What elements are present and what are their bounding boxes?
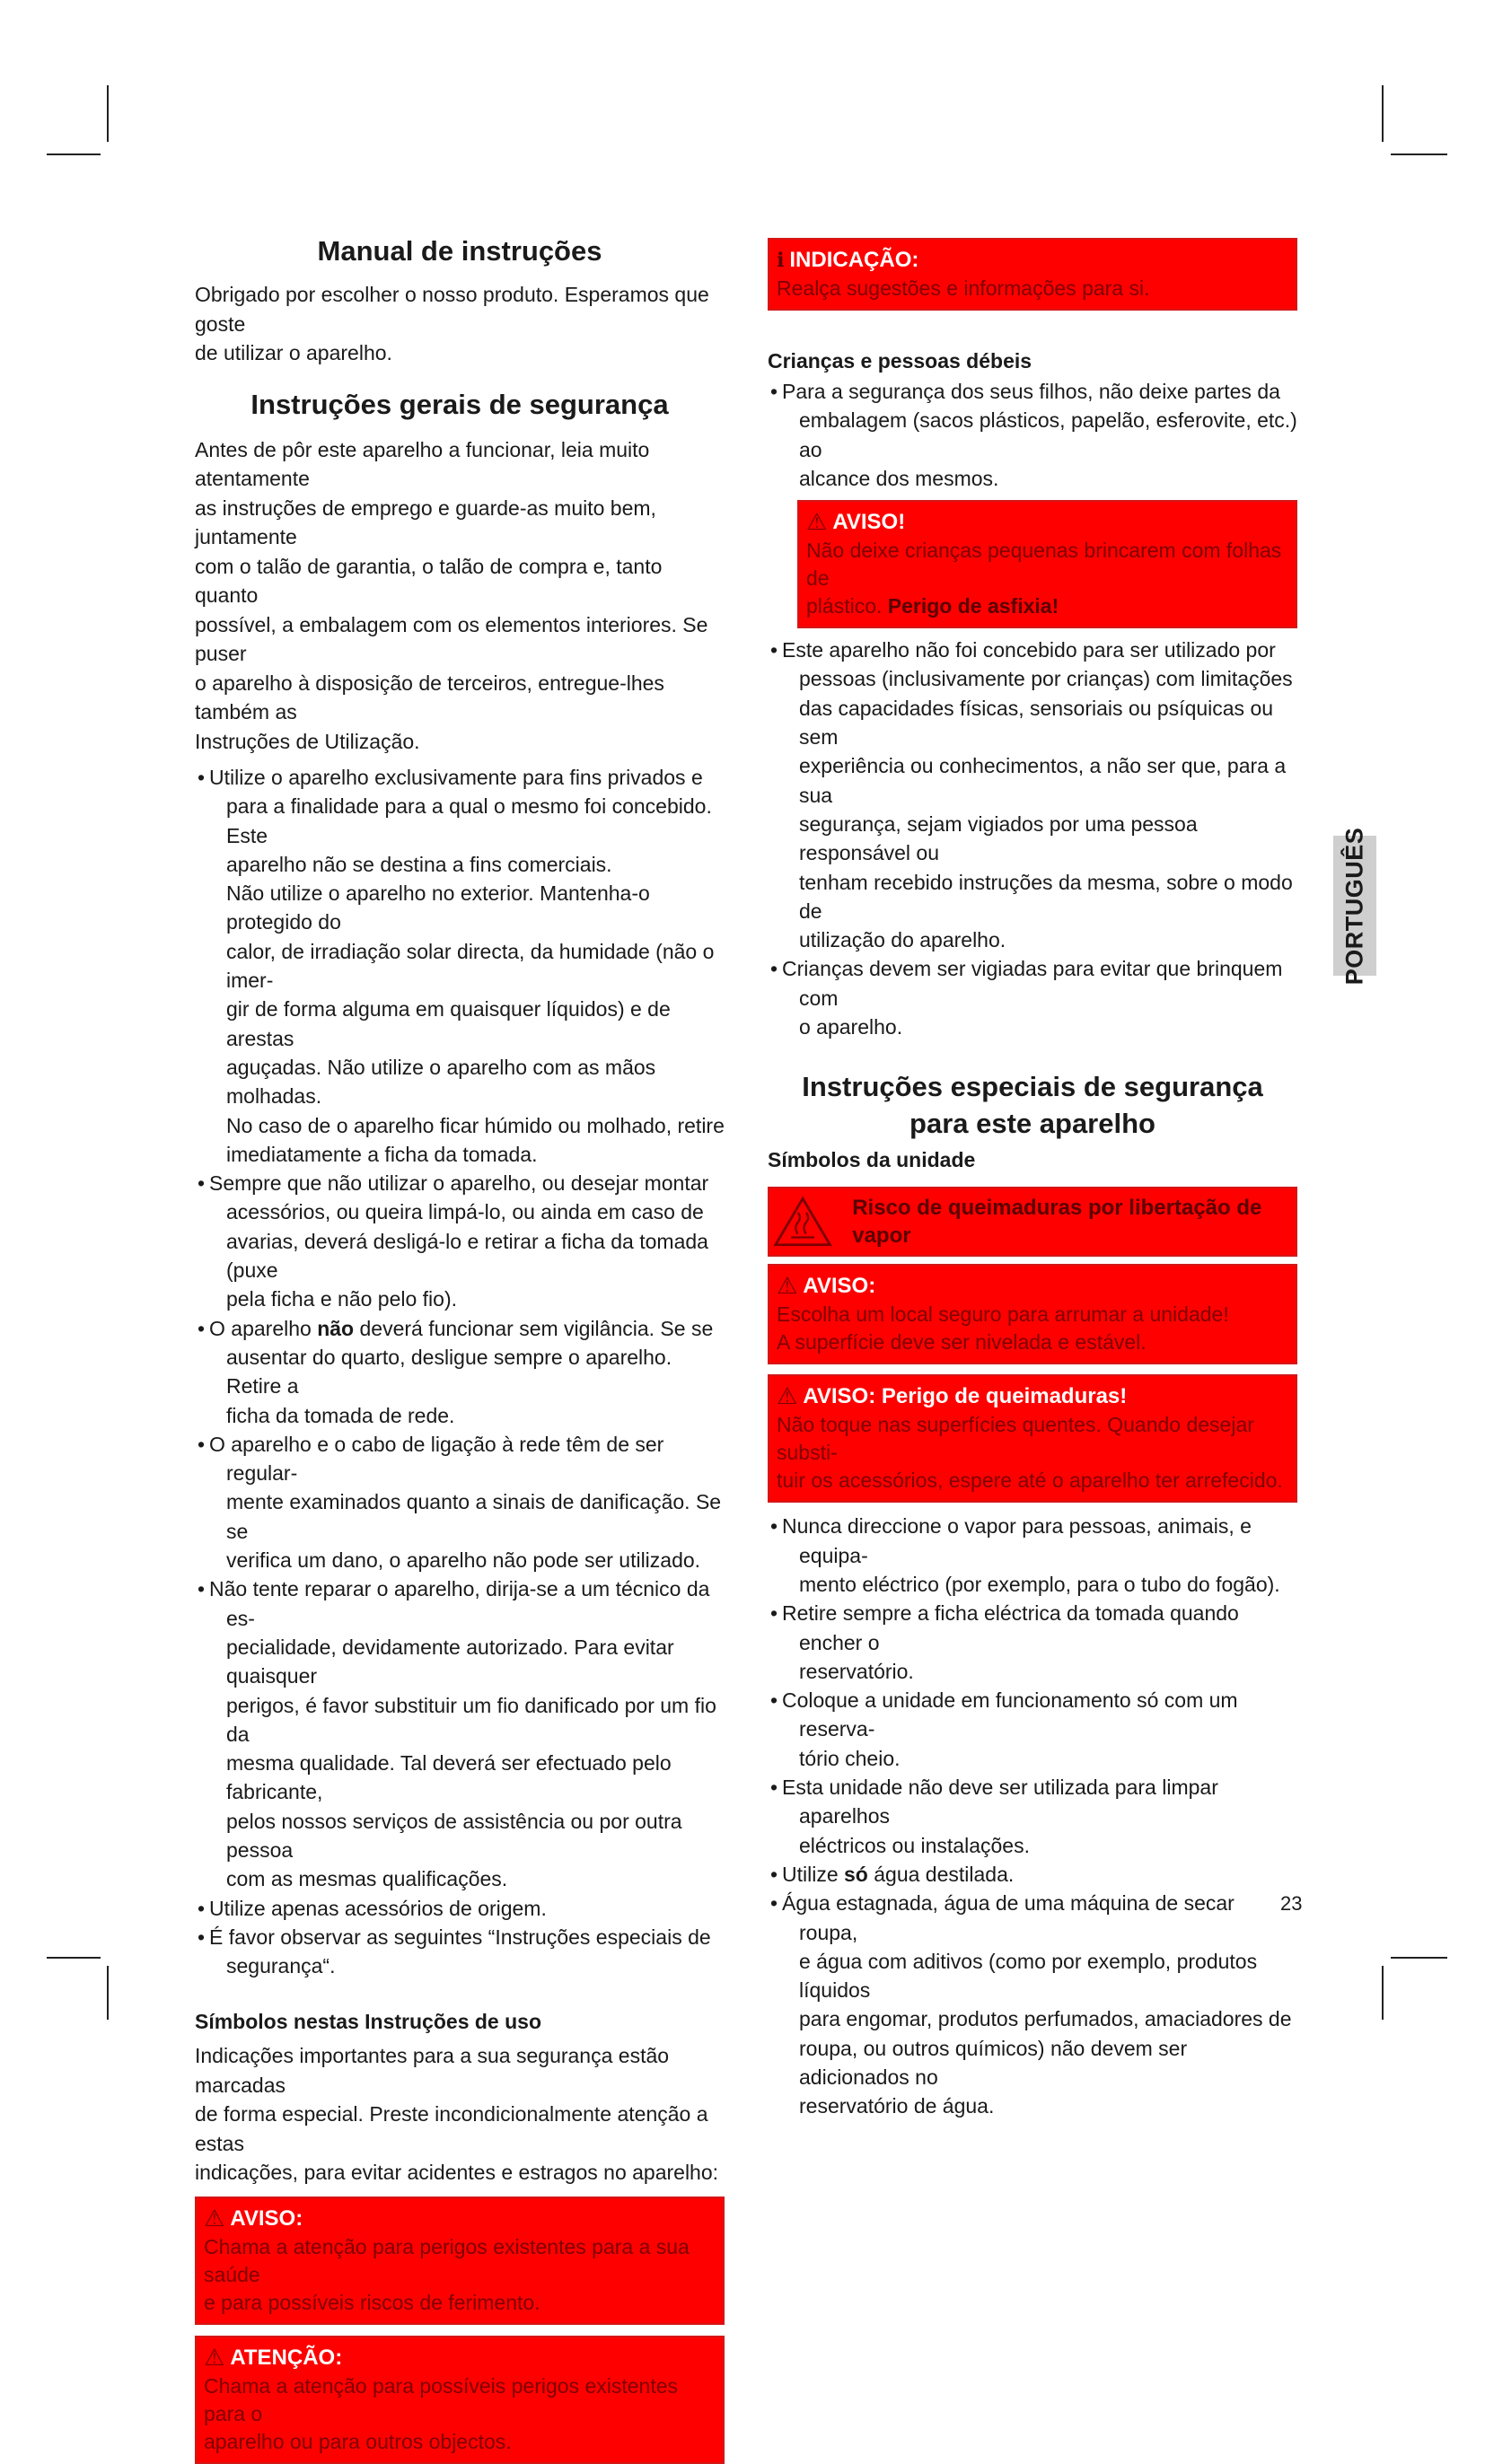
aviso-location-box: ⚠ AVISO: Escolha um local seguro para arrumar a unidade! A superfície deve ser nivelada e estável.: [768, 1264, 1297, 1364]
list-item: • O aparelho não deverá funcionar sem vigilância. Se se ausentar do quarto, desligue sempre o aparelho. Retire a ficha da tomada de rede.: [198, 1316, 714, 1427]
crop-mark: [1391, 153, 1447, 155]
warning-triangle-icon: ⚠: [806, 508, 828, 536]
list-item: • Coloque a unidade em funcionamento só com um reserva- tório cheio.: [770, 1688, 1238, 1770]
general-safety-list: [195, 763, 725, 1980]
indicacao-box: ℹ INDICAÇÃO: Realça sugestões e informações para si.: [768, 238, 1297, 311]
list-item: • Utilize só água destilada.: [770, 1862, 1015, 1886]
right-column: [768, 238, 1297, 2121]
general-safety-paragraph: Antes de pôr este aparelho a funcionar, leia muito atentamente as instruções de emprego e guarde-as muito bem, juntamente com o talão de garantia, o talão de compra e, tanto quanto possível, a embalagem com os elementos interiores. Se puser o aparelho à disposição de terceiros, entregue-lhes também as Instruções de Utilização.: [195, 437, 708, 753]
list-item: • O aparelho e o cabo de ligação à rede têm de ser regular- mente examinados quanto a sinais de danificação. Se se verifica um dano, o aparelho não pode ser utilizado.: [198, 1432, 722, 1573]
page-title: Manual de instruções: [317, 235, 602, 267]
left-column: [195, 232, 725, 2464]
list-item: • Retire sempre a ficha eléctrica da tomada quando encher o reservatório.: [770, 1601, 1239, 1683]
steam-hazard-icon: [773, 1194, 832, 1250]
general-safety-title: Instruções gerais de segurança: [250, 388, 669, 420]
language-tab: PORTUGUÊS: [1333, 836, 1376, 976]
list-item: • Nunca direccione o vapor para pessoas, animais, e equipa- mento eléctrico (por exemplo, para o tubo do fogão).: [770, 1514, 1280, 1596]
special-safety-title: Instruções especiais de segurança para este aparelho: [802, 1071, 1263, 1140]
list-item: • Não tente reparar o aparelho, dirija-se a um técnico da es- pecialidade, devidamente autorizado. Para evitar quaisquer perigos, é favor substituir um fio danificado por um fio da mesma qualidade. Tal deverá ser efectuado pelo fabricante, pelos nossos serviços de assistência ou por outra pessoa com as mesmas qualificações.: [198, 1577, 716, 1891]
list-item: • Para a segurança dos seus filhos, não deixe partes da embalagem (sacos plásticos, papelão, esferovite, etc.) ao alcance dos mesmos.: [770, 380, 1297, 490]
children-title: Crianças e pessoas débeis: [768, 349, 1032, 373]
list-item: • Sempre que não utilizar o aparelho, ou desejar montar acessórios, ou queira limpá-lo, ou ainda em caso de avarias, deverá desligá-lo e retirar a ficha da tomada (puxe pela ficha e não pelo fio).: [198, 1171, 709, 1311]
list-item: • Utilize apenas acessórios de origem.: [198, 1896, 547, 1920]
warning-triangle-icon: ⚠: [204, 2343, 225, 2371]
children-list: [768, 377, 1297, 493]
symbols-section-title: Símbolos nestas Instruções de uso: [195, 2010, 541, 2034]
warning-triangle-icon: ⚠: [777, 1382, 798, 1410]
crop-mark: [107, 85, 109, 142]
children-list-2: [768, 636, 1297, 1041]
list-item: • Esta unidade não deve ser utilizada para limpar aparelhos eléctricos ou instalações.: [770, 1776, 1218, 1857]
list-item: • Este aparelho não foi concebido para ser utilizado por pessoas (inclusivamente por crianças) com limitações das capacidades físicas, sensoriais ou psíquicas ou sem experiência ou conhecimentos, a não ser que, para a sua segurança, sejam vigiados por uma pessoa responsável ou tenham recebido instruções da mesma, sobre o modo de utilização do aparelho.: [770, 638, 1293, 952]
page-number: 23: [1280, 1892, 1303, 1915]
crop-mark: [107, 1966, 109, 2020]
list-item: • Água estagnada, água de uma máquina de secar roupa, e água com aditivos (como por exemplo, produtos líquidos para engomar, produtos perfumados, amaciadores de roupa, ou outros químicos) não devem ser adicionados no reservatório de água.: [770, 1891, 1292, 2118]
list-item: • Utilize o aparelho exclusivamente para fins privados e para a finalidade para a qual o mesmo foi concebido. Este aparelho não se destina a fins comerciais. Não utilize o aparelho no exterior. Mantenha-o protegido do calor, de irradiação solar directa, da humidade (não o imer- gir de forma alguma em quaisquer líquidos) e de arestas aguçadas. Não utilize o aparelho com as mãos molhadas. No caso de o aparelho ficar húmido ou molhado, retire imediatamente a ficha da tomada.: [198, 766, 725, 1166]
crop-mark: [47, 1957, 101, 1959]
aviso-box: ⚠ AVISO: Chama a atenção para perigos existentes para a sua saúde e para possíveis riscos de ferimento.: [195, 2197, 725, 2325]
special-safety-list: [768, 1512, 1297, 2120]
steam-warning-box: Risco de queimaduras por libertação de vapor: [768, 1187, 1297, 1257]
crop-mark: [1382, 1966, 1384, 2020]
aviso-burn-box: ⚠ AVISO: Perigo de queimaduras! Não toque nas superfícies quentes. Quando desejar substi- tuir os acessórios, espere até o aparelho ter arrefecido.: [768, 1374, 1297, 1503]
info-icon: ℹ: [777, 249, 785, 271]
atencao-box: ⚠ ATENÇÃO: Chama a atenção para possíveis perigos existentes para o aparelho ou para outros objectos.: [195, 2336, 725, 2464]
list-item: • Crianças devem ser vigiadas para evitar que brinquem com o aparelho.: [770, 957, 1283, 1039]
crop-mark: [1391, 1957, 1447, 1959]
intro: Obrigado por escolher o nosso produto. Esperamos que goste de utilizar o aparelho.: [195, 283, 709, 364]
warning-triangle-icon: ⚠: [204, 2204, 225, 2232]
aviso-children-box: ⚠ AVISO! Não deixe crianças pequenas brincarem com folhas de plástico. Perigo de asfixia!: [797, 500, 1297, 628]
list-item: • É favor observar as seguintes “Instruções especiais de segurança“.: [198, 1925, 711, 1978]
crop-mark: [47, 153, 101, 155]
crop-mark: [1382, 85, 1384, 142]
warning-triangle-icon: ⚠: [777, 1272, 798, 1300]
unit-symbols-title: Símbolos da unidade: [768, 1148, 976, 1172]
symbols-section-paragraph: Indicações importantes para a sua segurança estão marcadas de forma especial. Preste incondicionalmente atenção a estas indicações, para evitar acidentes e estragos no aparelho:: [195, 2044, 719, 2185]
